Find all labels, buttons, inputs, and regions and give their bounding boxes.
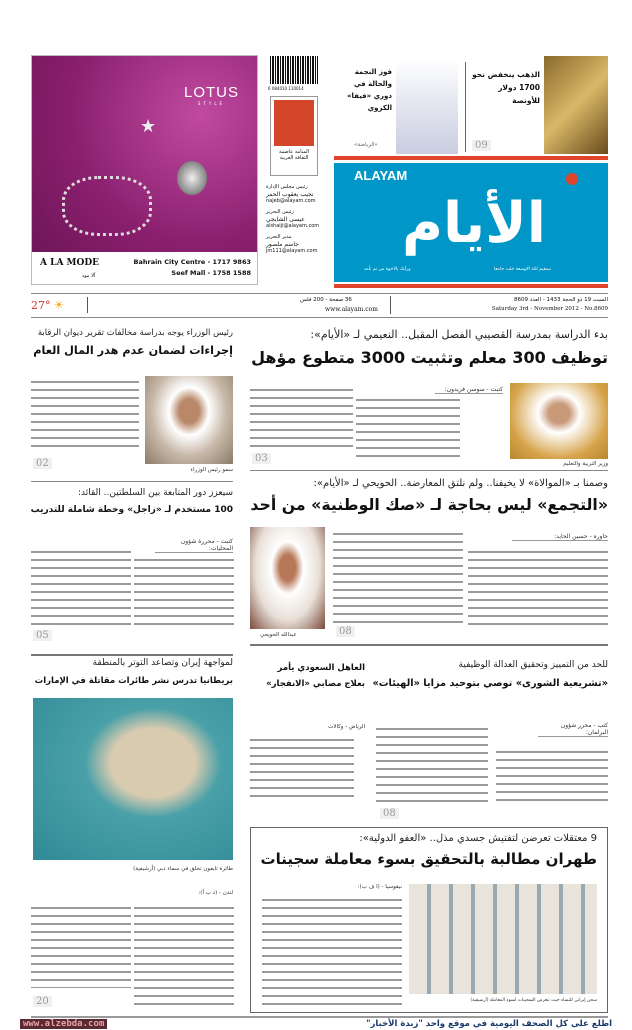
story-kicker: وصمنا بـ «الموالاة» لا يخيفنا.. ولم نلتق المعارضة.. الحويحي لـ «الأيام»: bbox=[313, 478, 608, 489]
page-number: 08 bbox=[380, 808, 399, 819]
ad-branch-2: Seef Mall - 1758 1588 bbox=[171, 269, 251, 277]
staff-name: عيسى الشايجي bbox=[266, 216, 305, 223]
football-players-photo bbox=[396, 60, 458, 154]
staff-role: مدير التحرير bbox=[266, 234, 292, 240]
star-icon: ★ bbox=[140, 116, 157, 137]
body-text bbox=[333, 530, 463, 624]
story-headline: «تشريعية الشورى» توصي بتوحيد مزايا «الهيئات» bbox=[372, 678, 608, 689]
staff-email[interactable]: jm111@alayam.com bbox=[266, 248, 318, 254]
sun-cloud-icon: ☀ bbox=[53, 298, 65, 312]
story-headline: بريطانيا تدرس نشر طائرات مقاتلة في الإمارات bbox=[34, 676, 233, 686]
staff-name: جاسم ملصور bbox=[266, 241, 299, 248]
masthead-stripe-top bbox=[334, 156, 608, 160]
staff-entry bbox=[266, 184, 328, 205]
pendant-icon bbox=[177, 161, 207, 195]
masthead-latin: ALAYAM bbox=[354, 168, 408, 183]
sports-teaser[interactable] bbox=[334, 56, 464, 154]
story-headline: العاهل السعودي يأمر بعلاج مصابي «الانفجار» bbox=[266, 663, 365, 689]
byline: نيقوسيا - (ا ف ب): bbox=[357, 884, 402, 890]
gold-teaser[interactable] bbox=[470, 56, 608, 154]
photo-caption: سجن إيراني للنساء حيث تتعرض السجينات لسوء المعاملة (أرشيفية) bbox=[470, 998, 597, 1003]
body-text bbox=[250, 736, 354, 802]
page-number: 09 bbox=[472, 140, 491, 151]
photo-caption: عبدالله الحويحي bbox=[260, 632, 297, 638]
byline: كتبت - سوسن فريدون: bbox=[435, 386, 503, 394]
staff-entry bbox=[266, 234, 328, 255]
staff-email[interactable]: alshaiji@alayam.com bbox=[266, 223, 320, 229]
promo-text: اطلع على كل الصحف اليومية في موقع واحد "زبدة الأخبار" bbox=[366, 1019, 612, 1029]
body-text bbox=[134, 556, 234, 626]
gold-teaser-text: الذهب ينخفض نحو 1700 دولار للأونصة bbox=[472, 70, 540, 105]
staff-role: رئيس التحرير bbox=[266, 209, 294, 215]
staff-entry bbox=[266, 209, 328, 230]
page-number: 05 bbox=[33, 630, 52, 641]
prime-minister-photo bbox=[145, 376, 233, 464]
story-kicker: سيعزز دور المتابعة بين السلطتين.. القائد: bbox=[78, 488, 233, 498]
story-headline: إجراءات لضمان عدم هدر المال العام bbox=[33, 344, 233, 357]
staff-name: نجيب يعقوب الحمر bbox=[266, 191, 314, 198]
masthead-logo: الأيام bbox=[402, 191, 546, 256]
weather bbox=[31, 296, 64, 314]
jewelry-ad[interactable] bbox=[31, 55, 258, 285]
body-text bbox=[31, 904, 131, 988]
story-headline: طهران مطالبة بالتحقيق بسوء معاملة سجينات bbox=[260, 850, 597, 868]
ad-store-name-ar: آلا مود bbox=[82, 273, 96, 279]
story-kicker: بدء الدراسة بمدرسة القصيبي الفصل المقبل.. النعيمي لـ «الأيام»: bbox=[310, 328, 608, 341]
barcode-number: 6 084010 110014 bbox=[268, 86, 304, 91]
story-kicker: 9 معتقلات تعرضن لتفتيش جسدي مذل.. «العفو الدولية»: bbox=[359, 833, 597, 844]
pages-price: 36 صفحة - 200 فلس bbox=[300, 297, 352, 303]
story-kicker: للحد من التمييز وتحقيق العدالة الوظيفية bbox=[458, 660, 608, 670]
story-headline: توظيف 300 معلم وتثبيت 3000 متطوع مؤهل bbox=[251, 348, 608, 367]
body-text bbox=[31, 548, 131, 626]
story-headline: «التجمع» ليس بحاجة لـ «صك الوطنية» من أحد bbox=[250, 495, 608, 514]
byline: الرياض - وكالات bbox=[328, 724, 365, 730]
logo-accent-icon bbox=[566, 173, 578, 185]
minister-photo bbox=[510, 383, 608, 459]
byline: كتبت - محررة شؤون المحليات: bbox=[155, 538, 233, 553]
story-kicker: رئيس الوزراء يوجه بدراسة مخالفات تقرير ديوان الرقابة bbox=[37, 328, 233, 338]
masthead-slogan-right: سنقيم لكة الاوسعة خلت جامعا bbox=[494, 267, 551, 272]
body-text bbox=[356, 396, 460, 462]
photo-caption: طائرة تايفون تحلق في سماء دبي (أرشيفية) bbox=[133, 866, 233, 872]
ad-store-name: A LA MODE bbox=[40, 258, 100, 268]
temperature: 27° bbox=[31, 298, 51, 312]
culture-badge-text: المنامة عاصمة الثقافة العربية bbox=[278, 149, 310, 161]
masthead-stripe-bottom bbox=[334, 284, 608, 288]
ad-brand-sub: STYLE bbox=[197, 101, 226, 106]
ad-image bbox=[32, 56, 257, 252]
barcode bbox=[270, 56, 318, 84]
body-text bbox=[250, 386, 353, 450]
body-text bbox=[496, 748, 608, 806]
sports-section-label: «الرياضة» bbox=[354, 142, 378, 148]
website-link[interactable]: www.alayam.com bbox=[325, 306, 378, 313]
date-english: Saturday 3rd - November 2012 - No.8609 bbox=[491, 306, 608, 312]
alzebda-link[interactable]: www.alzebda.com bbox=[20, 1019, 107, 1029]
story-headline: 100 مستخدم لـ «زاجل» وخطة شاملة للتدريب bbox=[30, 505, 233, 515]
ad-branch-1: Bahrain City Centre - 1717 9863 bbox=[133, 258, 251, 266]
body-text bbox=[468, 548, 608, 630]
page-number: 20 bbox=[33, 996, 52, 1007]
byline: حاوره - حسين الحايد: bbox=[512, 533, 608, 541]
lotus-logo bbox=[184, 84, 239, 106]
staff-email[interactable]: najeb@alayam.com bbox=[266, 198, 316, 204]
page-number: 02 bbox=[33, 458, 52, 469]
footer-promo[interactable] bbox=[20, 1018, 612, 1030]
masthead bbox=[334, 163, 608, 282]
ad-brand: LOTUS bbox=[183, 84, 239, 101]
story-kicker: لمواجهة إيران وتصاعد التوتر بالمنطقة bbox=[92, 658, 233, 668]
gold-bars-photo bbox=[544, 56, 608, 154]
culture-badge bbox=[270, 96, 318, 176]
body-text bbox=[262, 896, 402, 1006]
byline: لندن - (د ب أ): bbox=[198, 890, 233, 896]
photo-caption: سمو رئيس الوزراء bbox=[190, 467, 233, 473]
body-text bbox=[31, 378, 139, 452]
date-arabic: السبت 19 ذو الحجة 1433 - العدد 8609 bbox=[514, 297, 608, 303]
byline: كتب - محرر شؤون البرلمان: bbox=[538, 722, 608, 737]
masthead-slogan-left: ورأيك بالاخوة من تم تأمد bbox=[364, 267, 411, 272]
body-text bbox=[376, 725, 488, 805]
staff-role: رئيس مجلس الإدارة bbox=[266, 184, 308, 190]
page-number: 08 bbox=[336, 626, 355, 637]
sports-teaser-text: فوز النجمة والحالة في دوري «فيفا» الكروي bbox=[347, 68, 392, 112]
prison-corridor-photo bbox=[409, 884, 597, 994]
bracelet-icon bbox=[62, 176, 152, 236]
body-text bbox=[134, 904, 234, 1010]
culture-logo bbox=[274, 100, 314, 146]
photo-caption: وزير التربية والتعليم bbox=[563, 461, 608, 467]
huwaihi-photo bbox=[250, 527, 325, 629]
page-number: 03 bbox=[252, 453, 271, 464]
typhoon-jet-photo bbox=[33, 698, 233, 860]
staff-list bbox=[266, 184, 328, 255]
